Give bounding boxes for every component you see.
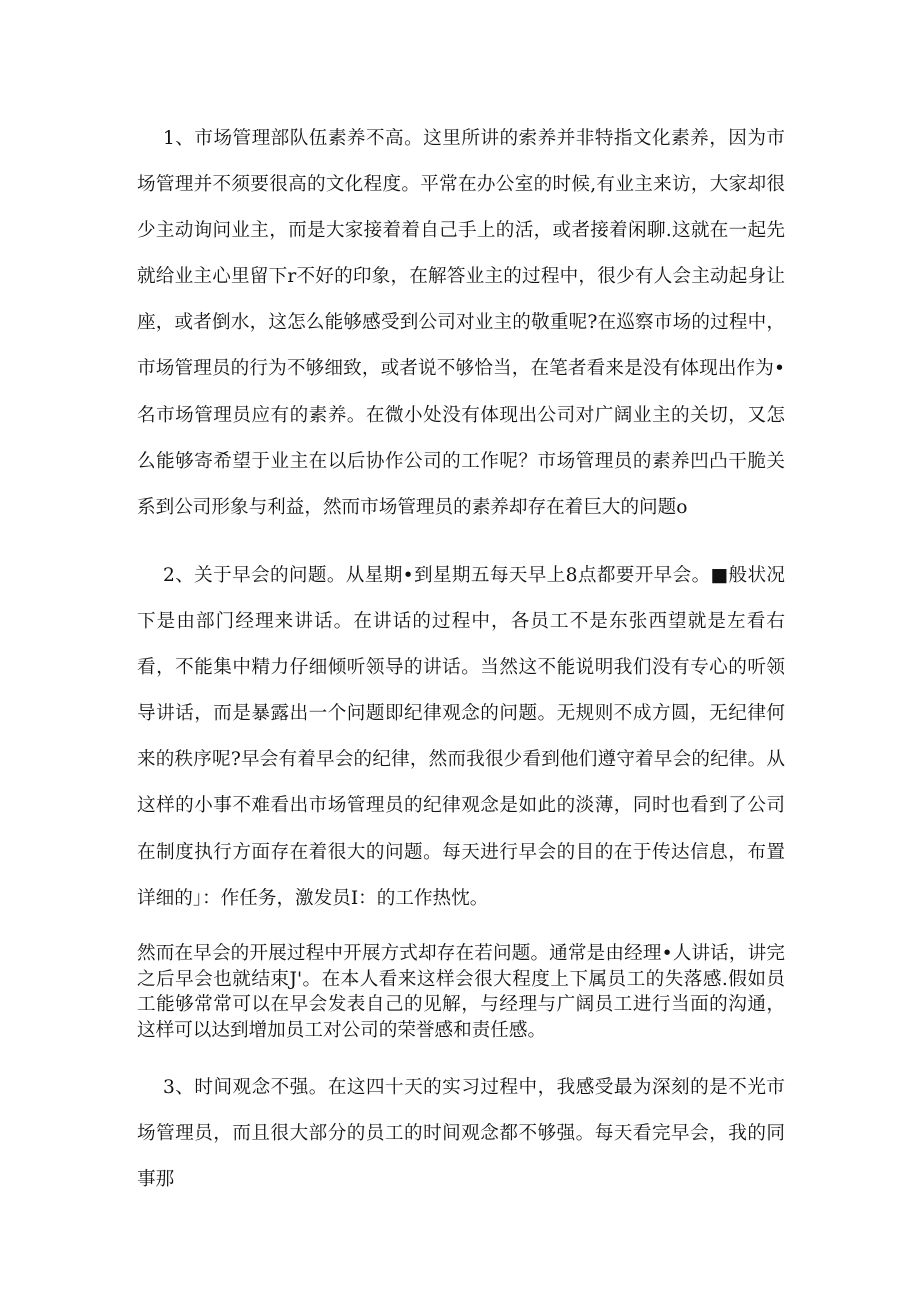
paragraph-morning-meeting-format: 然而在早会的开展过程中开展方式却存在若问题。通常是由经理•人讲话，讲完之后早会也就结束J'。在本人看来这样会很大程度上下属员工的失落感.假如员工能够常常可以在早会发表自己的见解，与经理与广阔员工进行当面的沟通，这样可以达到增加员工对公司的荣誉感和责任感。 <box>137 943 785 1042</box>
paragraph-morning-meeting-issue: 2、关于早会的问题。从星期•到星期五每天早上8点都要开早会。■般状况下是由部门经理来讲话。在讲话的过程中，各员工不是东张西望就是左看右看，不能集中精力仔细倾听领导的讲话。当然这不能说明我们没有专心的听领导讲话，而是暴露出一个问题即纪律观念的问题。无规则不成方圆，无纪律何来的秩序呢?早会有着早会的纪律，然而我很少看到他们遵守着早会的纪律。从这样的小事不难看出市场管理员的纪律观念是如此的淡薄，同时也看到了公司在制度执行方面存在着很大的问题。每天进行早会的目的在于传达信息，布置详细的」：作任务，激发员I：的工作热忱。 <box>137 565 785 909</box>
paragraph-time-awareness: 3、时间观念不强。在这四十天的实习过程中，我感受最为深刻的是不光市场管理员，而且很大部分的员工的时间观念都不够强。每天看完早会，我的同事那 <box>137 1077 785 1191</box>
paragraph-market-management-quality: 1、市场管理部队伍素养不高。这里所讲的索养并非特指文化素养，因为市场管理并不须要很高的文化程度。平常在办公室的时候,有业主来访，大家却很少主动询问业主，而是大家接着着自己手上的活，或者接着闲聊.这就在一起先就给业主心里留下r不好的印象，在解答业主的过程中，很少有人会主动起身让座，或者倒水，这怎么能够感受到公司对业主的敬重呢?在巡察市场的过程中，市场管理员的行为不够细致，或者说不够恰当，在笔者看来是没有体现出作为•名市场管理员应有的素养。在微小处没有体现出公司对广阔业主的关切，又怎么能够寄希望于业主在以后协作公司的工作呢？市场管理员的素养凹凸干脆关系到公司形象与利益，然而市场管理员的素养却存在着巨大的问题o <box>137 128 785 518</box>
